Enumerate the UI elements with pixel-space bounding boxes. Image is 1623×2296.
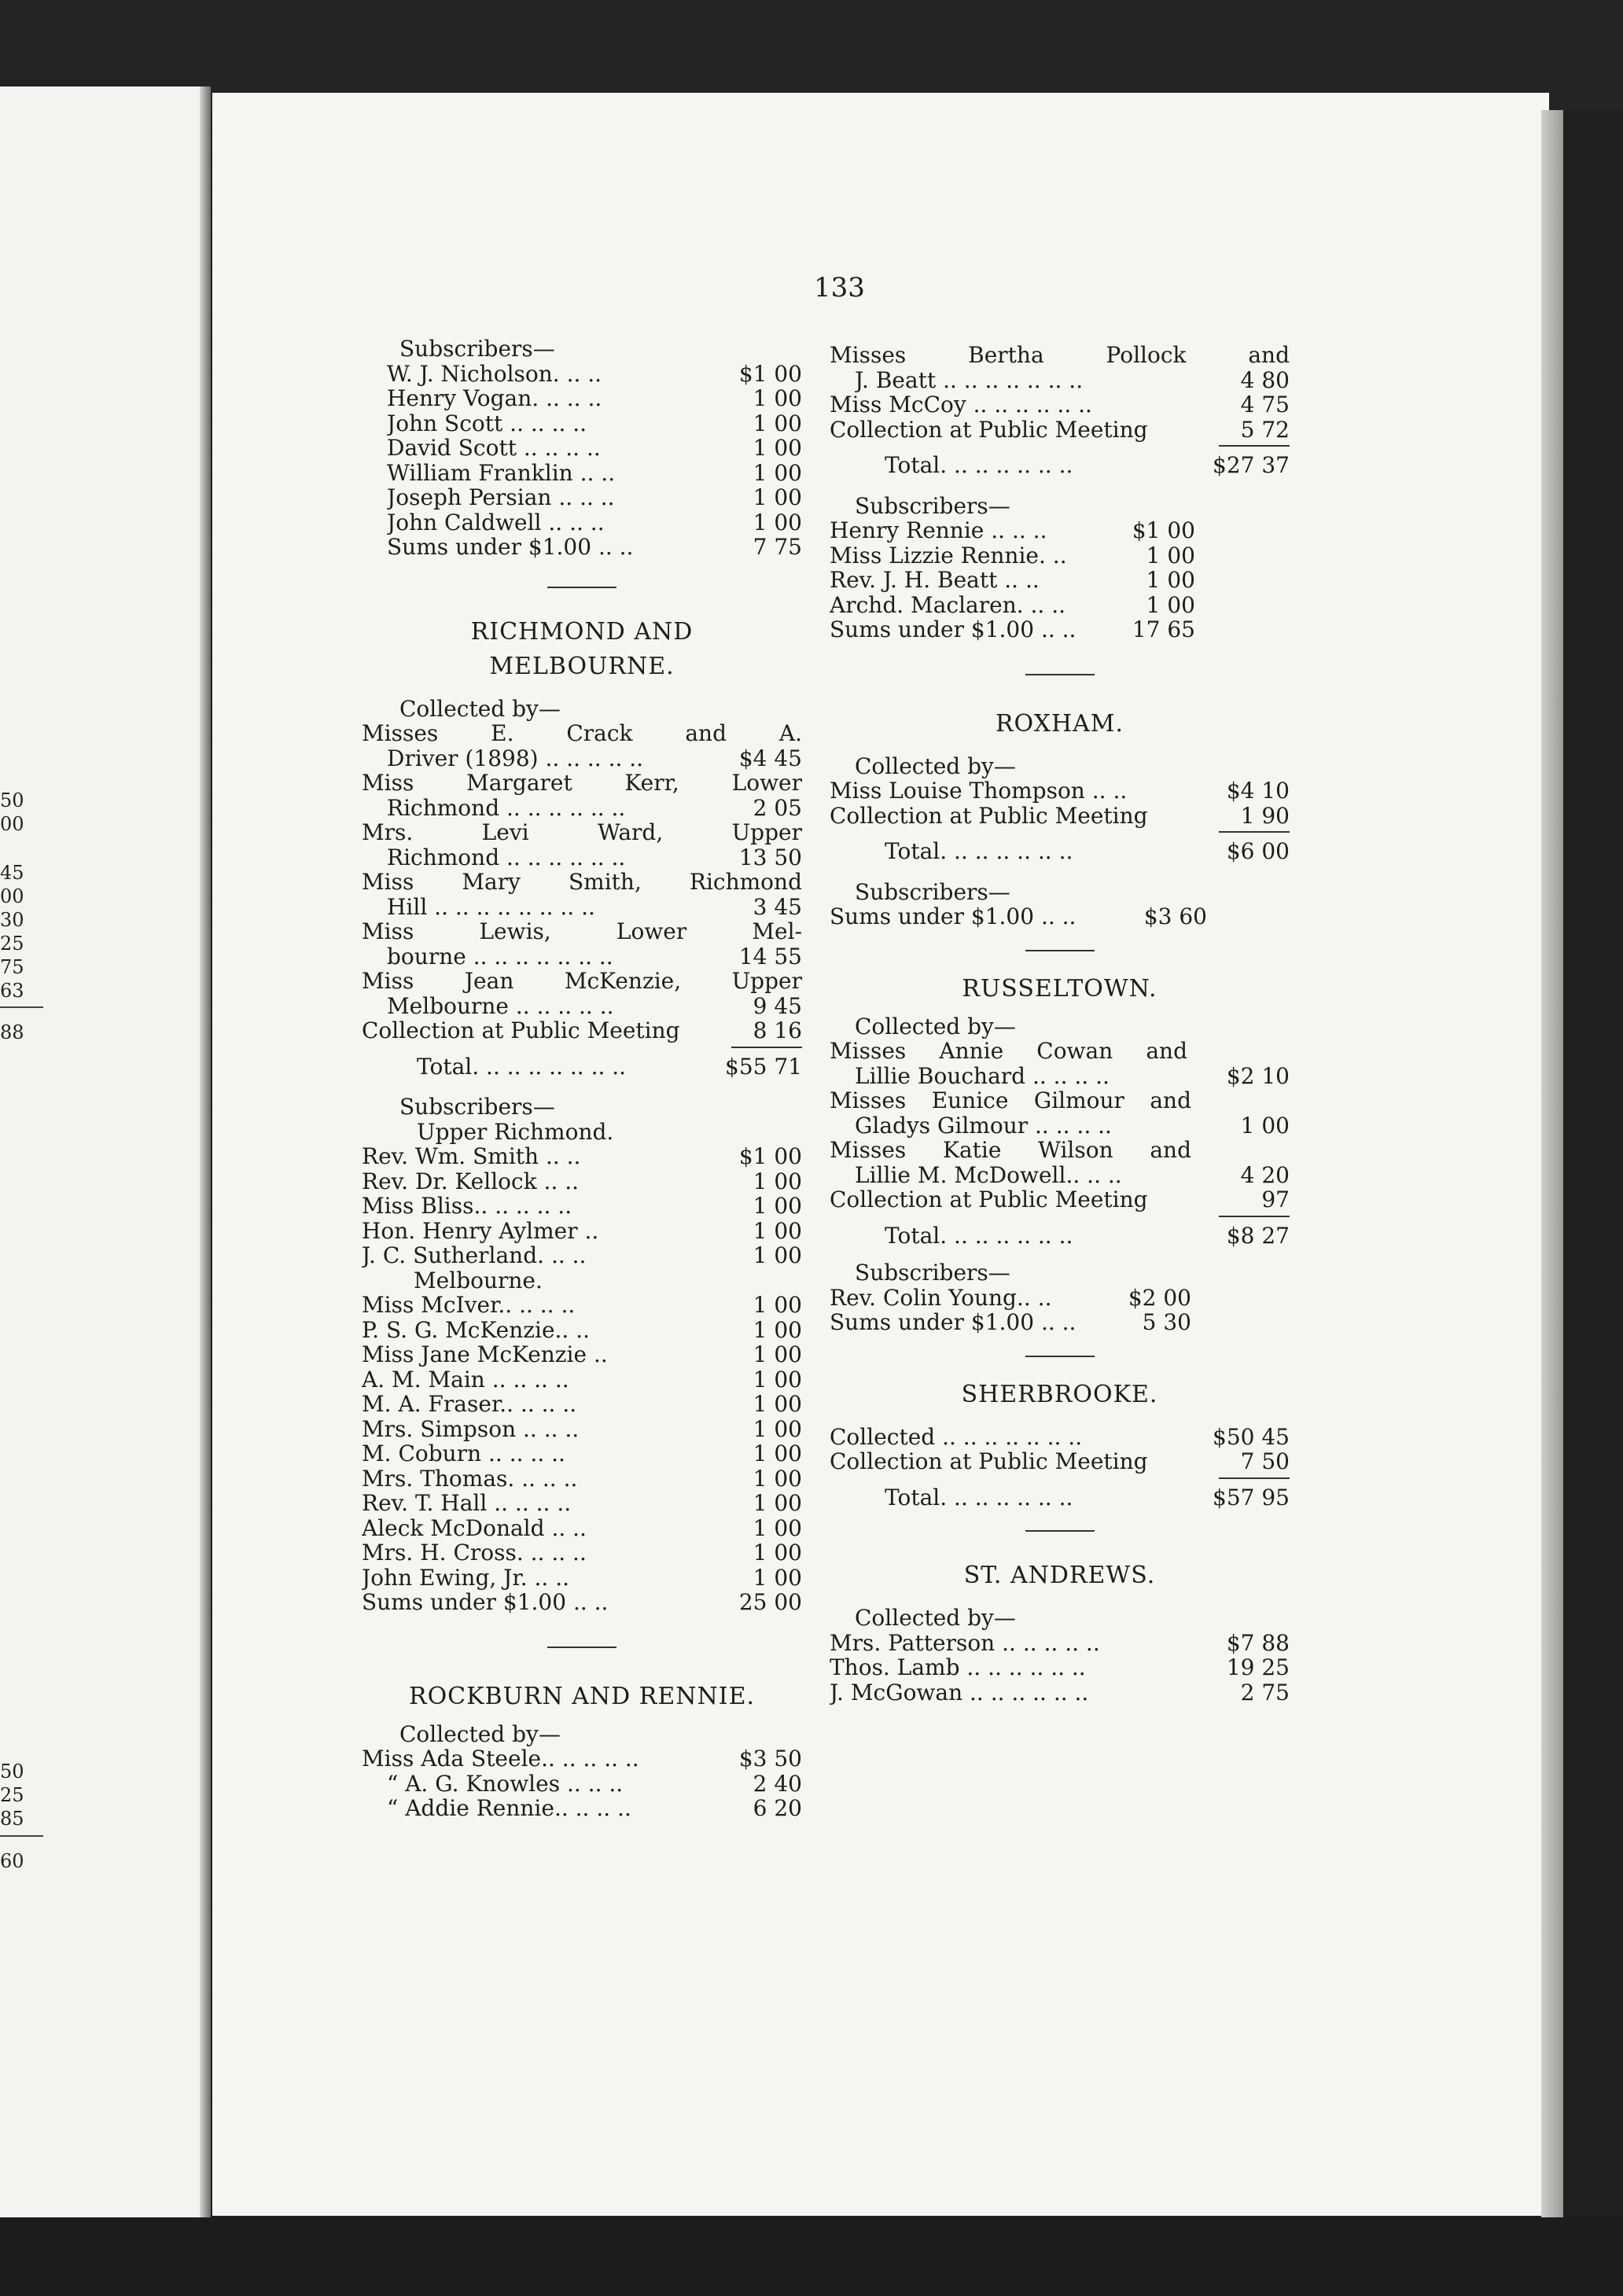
entry-line: Misses Bertha Pollock and bbox=[830, 342, 1290, 368]
list-item: Rev. Wm. Smith .. .. $1 00 bbox=[362, 1143, 802, 1169]
subscriber-list bbox=[830, 518, 1195, 642]
margin-number: 25 bbox=[0, 933, 24, 955]
list-item: Hon. Henry Aylmer .. 1 00 bbox=[362, 1217, 802, 1244]
left-column bbox=[362, 337, 802, 1821]
list-item: John Ewing, Jr. .. .. 1 00 bbox=[362, 1564, 802, 1591]
list-item: Hill .. .. .. .. .. .. .. .. 3 45 bbox=[387, 893, 802, 920]
subscribers-header: Subscribers— bbox=[399, 336, 555, 362]
margin-number: 85 bbox=[0, 1808, 24, 1830]
subscribers-header: Subscribers— bbox=[399, 1094, 555, 1120]
list-item: Miss Louise Thompson .. .. $4 10 bbox=[830, 778, 1290, 804]
section-heading: ROXHAM. bbox=[995, 709, 1124, 738]
list-item: Henry Vogan. .. .. .. 1 00 bbox=[387, 385, 802, 411]
list-item: Miss Bliss.. .. .. .. .. 1 00 bbox=[362, 1193, 802, 1219]
list-item: Sums under $1.00 .. .. $3 60 bbox=[830, 903, 1207, 929]
list-item: Miss Jane McKenzie .. 1 00 bbox=[362, 1341, 802, 1367]
list-item: Rev. Dr. Kellock .. .. 1 00 bbox=[362, 1168, 802, 1194]
collected-by-header: Collected by— bbox=[399, 1720, 561, 1747]
list-item: Sums under $1.00 .. .. 25 00 bbox=[362, 1589, 802, 1615]
entry-line: Miss Margaret Kerr, Lower bbox=[362, 770, 802, 796]
list-item: Mrs. Thomas. .. .. .. 1 00 bbox=[362, 1465, 802, 1492]
list-item: Archd. Maclaren. .. .. 1 00 bbox=[830, 591, 1195, 618]
list-item: Collection at Public Meeting 8 16 bbox=[362, 1017, 802, 1043]
subscribers-header: Subscribers— bbox=[855, 492, 1010, 519]
margin-number: 50 bbox=[0, 789, 24, 811]
list-item: “ Addie Rennie.. .. .. .. 6 20 bbox=[387, 1795, 802, 1821]
subscribers-header: Subscribers— bbox=[855, 1260, 1010, 1286]
margin-number: 50 bbox=[0, 1761, 24, 1783]
list-item: W. J. Nicholson. .. .. $1 00 bbox=[387, 360, 802, 387]
entry-line: Miss Mary Smith, Richmond bbox=[362, 869, 802, 895]
sum-rule bbox=[1219, 445, 1290, 447]
list-item: Gladys Gilmour .. .. .. .. 1 00 bbox=[855, 1112, 1290, 1139]
margin-rule bbox=[0, 1006, 43, 1008]
margin-number: 88 bbox=[0, 1021, 24, 1043]
list-item: Sums under $1.00 .. .. 5 30 bbox=[830, 1309, 1191, 1335]
margin-number: 00 bbox=[0, 813, 24, 835]
list-item: Mrs. H. Cross. .. .. .. 1 00 bbox=[362, 1540, 802, 1566]
list-item: Rev. T. Hall .. .. .. .. 1 00 bbox=[362, 1490, 802, 1516]
list-item: A. M. Main .. .. .. .. 1 00 bbox=[362, 1366, 802, 1393]
sum-rule bbox=[1219, 1477, 1290, 1479]
entry-line: Miss Jean McKenzie, Upper bbox=[362, 968, 802, 994]
collected-by-header: Collected by— bbox=[855, 1013, 1016, 1039]
margin-number: 60 bbox=[0, 1850, 24, 1872]
list-item: J. McGowan .. .. .. .. .. .. 2 75 bbox=[830, 1679, 1290, 1705]
sum-rule bbox=[731, 1047, 802, 1048]
list-item: Mrs. Patterson .. .. .. .. .. $7 88 bbox=[830, 1629, 1290, 1656]
list-item: J. C. Sutherland. .. .. 1 00 bbox=[362, 1242, 802, 1268]
list-item: Sums under $1.00 .. .. 7 75 bbox=[387, 534, 802, 560]
total-row: Total. .. .. .. .. .. .. $27 37 bbox=[885, 452, 1290, 478]
entry-line: Misses Annie Cowan and bbox=[830, 1038, 1187, 1064]
margin-number: 63 bbox=[0, 980, 24, 1002]
list-item: Miss Ada Steele.. .. .. .. .. $3 50 bbox=[362, 1746, 802, 1772]
entry-line: Misses E. Crack and A. bbox=[362, 720, 802, 746]
margin-number: 30 bbox=[0, 909, 24, 931]
scan-background-bottom bbox=[0, 2217, 1623, 2296]
section-heading: ST. ANDREWS. bbox=[963, 1562, 1156, 1589]
list-item: Collection at Public Meeting 7 50 bbox=[830, 1448, 1290, 1474]
sum-rule bbox=[1219, 1216, 1290, 1217]
subheading: Melbourne. bbox=[414, 1267, 543, 1293]
subscribers-header: Subscribers— bbox=[855, 878, 1010, 905]
entry-line: Miss Lewis, Lower Mel- bbox=[362, 918, 802, 944]
list-item: Lillie Bouchard .. .. .. .. $2 10 bbox=[855, 1062, 1290, 1089]
list-item: Miss McIver.. .. .. .. 1 00 bbox=[362, 1292, 802, 1318]
list-item: Rev. J. H. Beatt .. .. 1 00 bbox=[830, 567, 1195, 593]
collected-by-header: Collected by— bbox=[855, 752, 1016, 779]
list-item: Sums under $1.00 .. .. 17 65 bbox=[830, 616, 1195, 642]
list-item: P. S. G. McKenzie.. .. 1 00 bbox=[362, 1316, 802, 1343]
page-number: 133 bbox=[814, 272, 865, 304]
margin-number: 00 bbox=[0, 885, 24, 907]
list-item: “ A. G. Knowles .. .. .. 2 40 bbox=[387, 1770, 802, 1797]
section-heading: RICHMOND AND bbox=[470, 617, 694, 646]
margin-rule bbox=[0, 1835, 43, 1837]
list-item: Richmond .. .. .. .. .. .. 2 05 bbox=[387, 794, 802, 821]
total-row: Total. .. .. .. .. .. .. $57 95 bbox=[885, 1484, 1290, 1510]
list-item: Rev. Colin Young.. .. $2 00 bbox=[830, 1284, 1191, 1311]
list-item: J. Beatt .. .. .. .. .. .. .. 4 80 bbox=[855, 366, 1290, 393]
list-item: Lillie M. McDowell.. .. .. 4 20 bbox=[855, 1161, 1290, 1188]
list-item: Collection at Public Meeting 97 bbox=[830, 1187, 1290, 1212]
facing-page-gutter-shadow bbox=[200, 86, 211, 2217]
entry-line: Misses Katie Wilson and bbox=[830, 1137, 1191, 1163]
page-edge-shadow bbox=[1541, 110, 1563, 2217]
list-item: Collected .. .. .. .. .. .. .. $50 45 bbox=[830, 1423, 1290, 1450]
sum-rule bbox=[1219, 831, 1290, 833]
list-item: M. A. Fraser.. .. .. .. 1 00 bbox=[362, 1391, 802, 1417]
list-item: Aleck McDonald .. .. 1 00 bbox=[362, 1514, 802, 1541]
section-heading: RUSSELTOWN. bbox=[962, 974, 1157, 1003]
list-item: Melbourne .. .. .. .. .. 9 45 bbox=[387, 992, 802, 1019]
margin-number: 45 bbox=[0, 862, 24, 884]
list-item: David Scott .. .. .. .. 1 00 bbox=[387, 435, 802, 461]
entry-line: Mrs. Levi Ward, Upper bbox=[362, 819, 802, 845]
list-item: M. Coburn .. .. .. .. 1 00 bbox=[362, 1441, 802, 1466]
margin-number: 75 bbox=[0, 956, 24, 978]
section-heading: ROCKBURN AND RENNIE. bbox=[408, 1682, 756, 1710]
list-item: Mrs. Simpson .. .. .. 1 00 bbox=[362, 1415, 802, 1442]
total-row: Total. .. .. .. .. .. .. $6 00 bbox=[885, 838, 1290, 864]
list-item: Richmond .. .. .. .. .. .. 13 50 bbox=[387, 844, 802, 870]
list-item: Miss McCoy .. .. .. .. .. .. 4 75 bbox=[830, 392, 1290, 418]
list-item: Thos. Lamb .. .. .. .. .. .. 19 25 bbox=[830, 1654, 1290, 1680]
margin-number: 25 bbox=[0, 1784, 24, 1806]
list-item: Miss Lizzie Rennie. .. 1 00 bbox=[830, 542, 1195, 568]
list-item: Collection at Public Meeting 5 72 bbox=[830, 416, 1290, 443]
section-heading: SHERBROOKE. bbox=[961, 1380, 1158, 1408]
list-item: Collection at Public Meeting 1 90 bbox=[830, 802, 1290, 829]
subheading: Upper Richmond. bbox=[417, 1118, 614, 1145]
list-item: Driver (1898) .. .. .. .. .. $4 45 bbox=[387, 745, 802, 771]
collected-by-header: Collected by— bbox=[855, 1605, 1016, 1631]
subscriber-list bbox=[362, 362, 802, 560]
list-item: Henry Rennie .. .. .. $1 00 bbox=[830, 517, 1195, 543]
list-item: bourne .. .. .. .. .. .. .. 14 55 bbox=[387, 943, 802, 970]
list-item: William Franklin .. .. 1 00 bbox=[387, 459, 802, 486]
total-row: Total. .. .. .. .. .. .. $8 27 bbox=[885, 1222, 1290, 1249]
right-column bbox=[830, 343, 1290, 1705]
entry-line: Misses Eunice Gilmour and bbox=[830, 1087, 1191, 1113]
list-item: John Scott .. .. .. .. 1 00 bbox=[387, 410, 802, 436]
list-item: Joseph Persian .. .. .. 1 00 bbox=[387, 484, 802, 510]
facing-page-edge bbox=[0, 86, 211, 2217]
list-item: John Caldwell .. .. .. 1 00 bbox=[387, 509, 802, 535]
total-row: Total. .. .. .. .. .. .. .. $55 71 bbox=[417, 1053, 802, 1080]
section-heading: MELBOURNE. bbox=[489, 652, 675, 680]
collected-by-header: Collected by— bbox=[399, 695, 561, 722]
